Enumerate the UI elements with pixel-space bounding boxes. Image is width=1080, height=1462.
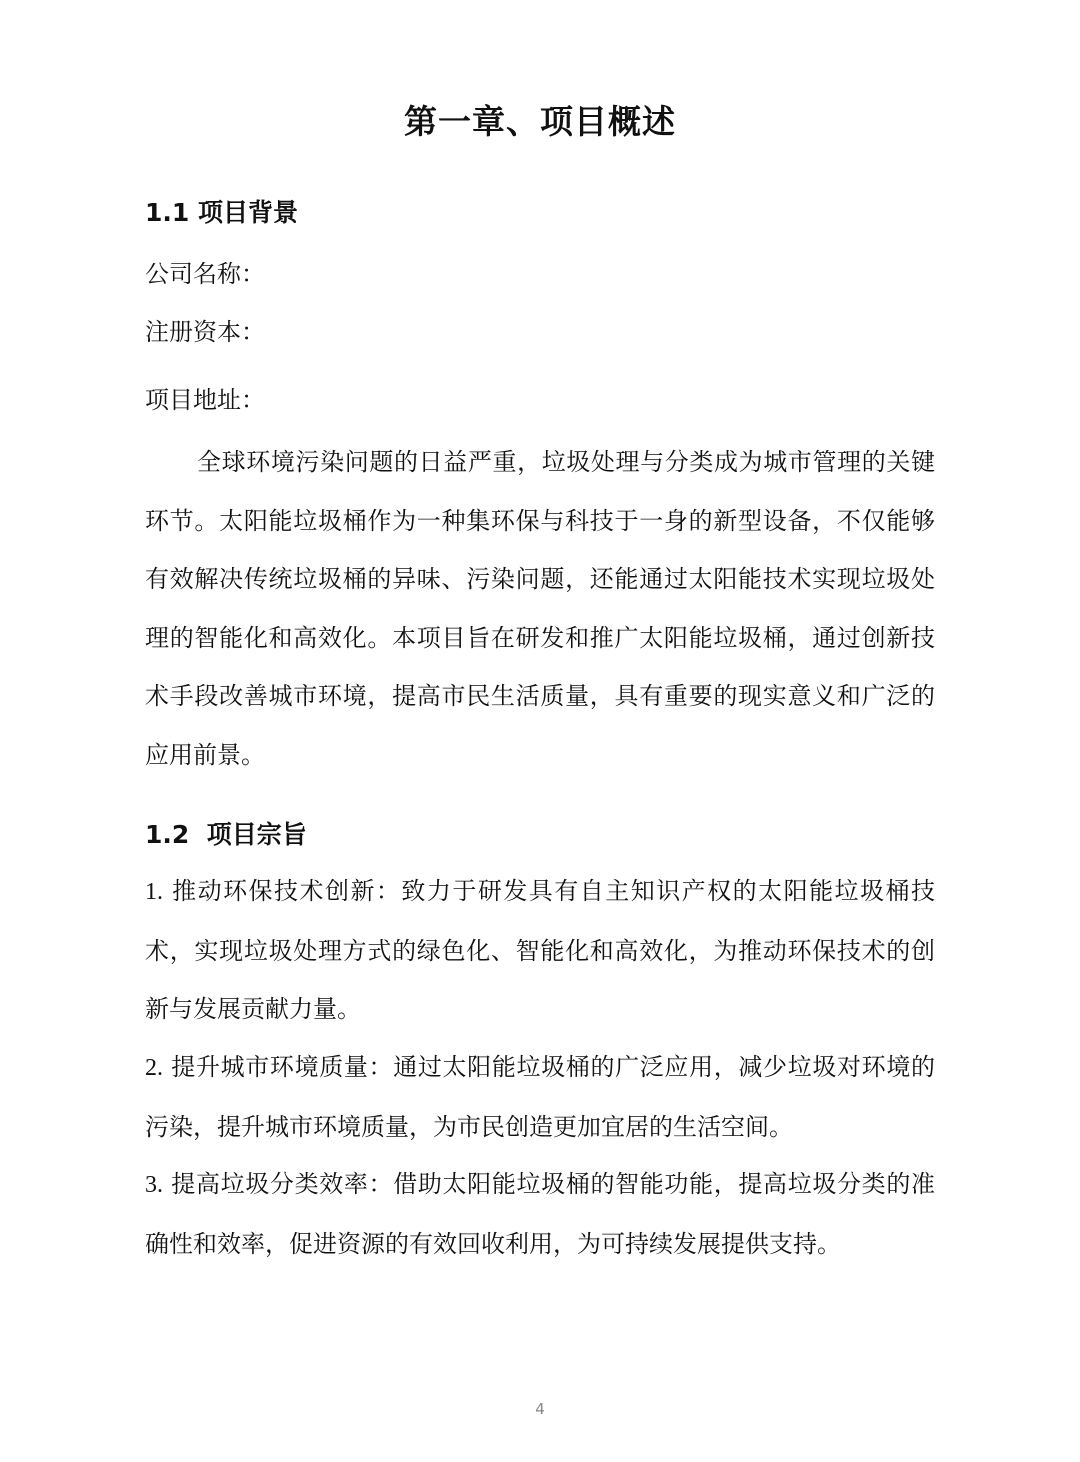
page-number: 4 — [535, 1400, 545, 1418]
purpose-item — [145, 1155, 935, 1273]
section-heading-1-2: 1.2 项目宗旨 — [145, 820, 307, 849]
background-paragraph: 全球环境污染问题的日益严重，垃圾处理与分类成为城市管理的关键环节。太阳能垃圾桶作为一种集环保与科技于一身的新型设备，不仅能够有效解决传统垃圾桶的异味、污染问题，还能通过太阳能技术实现垃圾处理的智能化和高效化。本项目旨在研发和推广太阳能垃圾桶，通过创新技术手段改善城市环境，提高市民生活质量，具有重要的现实意义和广泛的应用前景。 — [145, 448, 935, 769]
item-text: 提高垃圾分类效率：借助太阳能垃圾桶的智能功能，提高垃圾分类的准确性和效率，促进资源的有效回收利用，为可持续发展提供支持。 — [145, 1170, 935, 1258]
item-text: 提升城市环境质量：通过太阳能垃圾桶的广泛应用，减少垃圾对环境的污染，提升城市环境质量，为市民创造更加宜居的生活空间。 — [145, 1053, 935, 1141]
company-name-field: 公司名称： — [145, 260, 265, 288]
purpose-item — [145, 862, 935, 1039]
registered-capital-field: 注册资本： — [145, 318, 265, 346]
purpose-item — [145, 1038, 935, 1156]
chapter-title: 第一章、项目概述 — [404, 102, 676, 141]
item-number: 3. — [145, 1172, 163, 1198]
section-heading-1-1: 1.1 项目背景 — [145, 198, 298, 227]
item-number: 1. — [145, 879, 163, 905]
item-text: 推动环保技术创新：致力于研发具有自主知识产权的太阳能垃圾桶技术，实现垃圾处理方式的绿色化、智能化和高效化，为推动环保技术的创新与发展贡献力量。 — [145, 877, 935, 1023]
item-number: 2. — [145, 1055, 163, 1081]
project-address-field: 项目地址： — [145, 386, 265, 414]
